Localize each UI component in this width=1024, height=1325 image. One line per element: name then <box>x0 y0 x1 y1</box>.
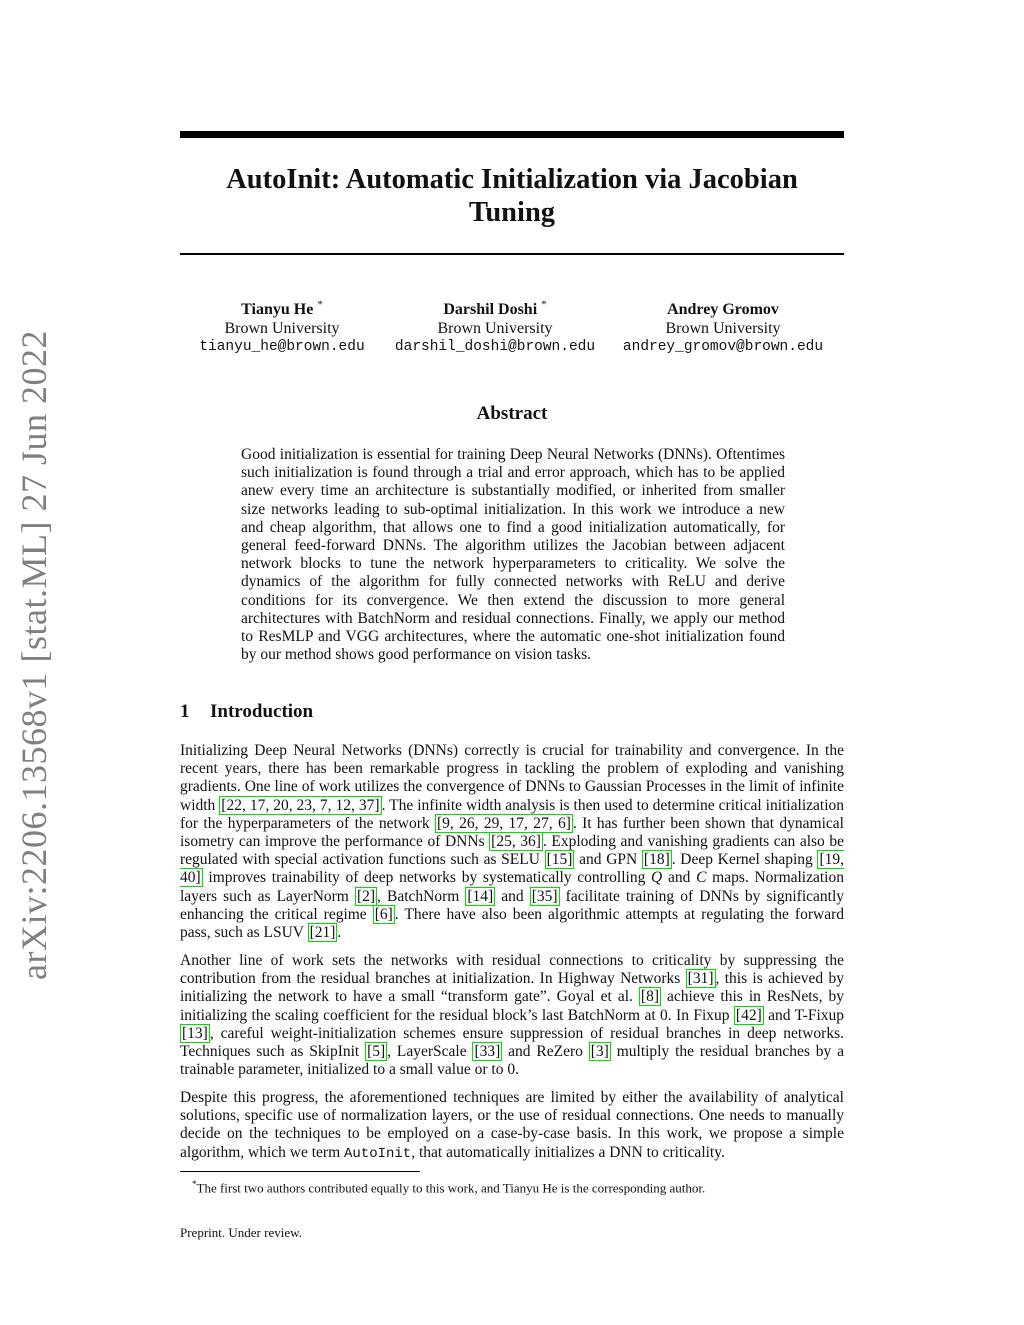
text-run: and GPN <box>574 851 642 869</box>
author-block <box>190 300 374 357</box>
author-name: Tianyu He <box>241 301 314 318</box>
citation-link[interactable]: [25, 36] <box>491 833 541 851</box>
author-affiliation: Brown University <box>665 320 781 337</box>
text-run: . The infinite width analysis is then used to determine critical initialization for the hyperparameters of the network <box>180 796 845 832</box>
text-run: facilitate training of DNNs by significantly enhancing the critical regime <box>180 887 844 923</box>
author-email: darshil_doshi@brown.edu <box>394 339 596 355</box>
author-block <box>612 300 834 357</box>
title-bottom-rule <box>180 253 844 255</box>
intro-paragraph-1 <box>180 742 844 942</box>
footnote-text: The first two authors contributed equally to this work, and Tianyu He is the corresponding author. <box>196 1180 706 1196</box>
algorithm-name: AutoInit <box>344 1145 412 1162</box>
text-run: and <box>495 887 530 905</box>
citation-link[interactable]: [6] <box>374 905 393 923</box>
text-run: . There have also been algorithmic attempts at regulating the forward pass, such as LSUV <box>180 905 844 942</box>
citation-link[interactable]: [22, 17, 20, 23, 7, 12, 37] <box>221 796 380 814</box>
text-run: . <box>337 924 342 942</box>
footnote-mark: * <box>192 1179 197 1189</box>
citation-link[interactable]: [21] <box>309 924 336 942</box>
footnote <box>192 1176 842 1196</box>
paper-title: AutoInit: Automatic Initialization via Jacobian Tuning <box>226 164 798 228</box>
arxiv-identifier: arXiv:2206.13568v1 [stat.ML] 27 Jun 2022 <box>14 330 55 980</box>
text-run: multiply the residual branches by a trainable parameter, initialized to a small value or to 0. <box>180 1043 845 1079</box>
citation-link[interactable]: [33] <box>474 1043 501 1061</box>
text-run: , careful weight-initialization schemes ensure suppression of residual branches in deep networks. Techniques such as SkipInit <box>180 1024 844 1061</box>
intro-paragraph-3 <box>180 1089 844 1163</box>
citation-link[interactable]: [13] <box>182 1024 208 1042</box>
arxiv-identifier-stamp <box>10 330 58 980</box>
text-run: achieve this in ResNets, by initializing the scaling coefficient for the residual block’s last BatchNorm at 0. In Fixup <box>180 988 844 1024</box>
citation-link[interactable]: [19, 40] <box>180 851 844 887</box>
author-name: Darshil Doshi <box>443 301 538 318</box>
author-footnote-mark: * <box>541 298 547 311</box>
citation-link[interactable]: [2] <box>356 887 376 905</box>
text-run: . Exploding and vanishing gradients can also be regulated with special activation functions such as SELU <box>180 833 844 869</box>
author-name: Andrey Gromov <box>667 301 779 318</box>
abstract-text: Good initialization is essential for training Deep Neural Networks (DNNs). Oftentimes such initialization is found through a trial and error approach, which has to be applied anew every time an architecture is substantially modified, or inherited from smaller size networks leading to sub-optimal initialization. In this work we introduce a new and cheap algorithm, that allows one to find a good initialization automatically, for general feed-forward DNNs. The algorithm utilizes the Jacobian between adjacent network blocks to tune the network hyperparameters to criticality. We solve the dynamics of the algorithm for fully connected networks with ReLU and derive conditions for its convergence. We then extend the discussion to more general architectures with BatchNorm and residual connections. Finally, we apply our method to ResMLP and VGG architectures, where the automatic one-shot initialization found by our method shows good performance on vision tasks. <box>241 446 785 664</box>
intro-paragraph-2 <box>180 952 844 1079</box>
text-run: and T-Fixup <box>763 1006 844 1024</box>
citation-link[interactable]: [18] <box>643 851 670 869</box>
text-run: . Deep Kernel shaping <box>671 851 818 869</box>
citation-link[interactable]: [3] <box>590 1043 609 1061</box>
text-run: , that automatically initializes a DNN to criticality. <box>411 1143 725 1161</box>
abstract-heading: Abstract <box>476 403 548 424</box>
author-email: tianyu_he@brown.edu <box>199 339 365 355</box>
text-run: and <box>662 869 697 887</box>
footnote-rule <box>180 1171 420 1172</box>
citation-link[interactable]: [8] <box>640 988 659 1006</box>
section-heading <box>180 701 313 723</box>
text-run: , LayerScale <box>387 1043 473 1061</box>
citation-link[interactable]: [14] <box>467 887 494 905</box>
text-run: maps. Normalization layers such as LayerNorm <box>180 869 844 905</box>
author-block <box>386 300 604 357</box>
preprint-notice: Preprint. Under review. <box>180 1225 302 1240</box>
citation-link[interactable]: [35] <box>531 887 558 905</box>
text-run: improves trainability of deep networks by systematically controlling <box>202 869 652 887</box>
author-email: andrey_gromov@brown.edu <box>622 339 824 355</box>
math-symbol: C <box>696 869 707 887</box>
math-symbol: Q <box>651 869 663 887</box>
author-affiliation: Brown University <box>437 320 553 337</box>
citation-link[interactable]: [9, 26, 29, 17, 27, 6] <box>436 814 571 832</box>
citation-link[interactable]: [42] <box>735 1006 762 1024</box>
text-run: Another line of work sets the networks with residual connections to criticality by suppressing the contribution from the residual branches at initialization. In Highway Networks <box>180 952 844 988</box>
section-title: Introduction <box>210 701 314 722</box>
title-top-rule <box>180 131 844 138</box>
text-run: . It has further been shown that dynamical isometry can improve the performance of DNNs <box>180 814 844 851</box>
text-run: , this is achieved by initializing the network to have a small “transform gate”. Goyal et al. <box>180 970 844 1006</box>
text-run: and ReZero <box>502 1043 589 1061</box>
text-run: , BatchNorm <box>377 887 466 905</box>
text-run: Despite this progress, the aforementioned techniques are limited by either the availability of analytical solutions, specific use of normalization layers, or the use of residual connections. One needs to manually decide on the techniques to be employed on a case-by-case basis. In this work, we propose a simple algorithm, which we term <box>180 1089 844 1161</box>
citation-link[interactable]: [15] <box>546 851 573 869</box>
section-number: 1 <box>180 701 190 722</box>
author-affiliation: Brown University <box>224 320 340 337</box>
text-run: Initializing Deep Neural Networks (DNNs) correctly is crucial for trainability and convergence. In the recent years, there has been remarkable progress in tackling the problem of exploding and vanishing gradients. One line of work utilizes the convergence of DNNs to Gaussian Processes in the limit of infinite width <box>180 742 844 814</box>
citation-link[interactable]: [5] <box>367 1043 386 1061</box>
citation-link[interactable]: [31] <box>687 970 714 988</box>
author-footnote-mark: * <box>317 298 323 311</box>
